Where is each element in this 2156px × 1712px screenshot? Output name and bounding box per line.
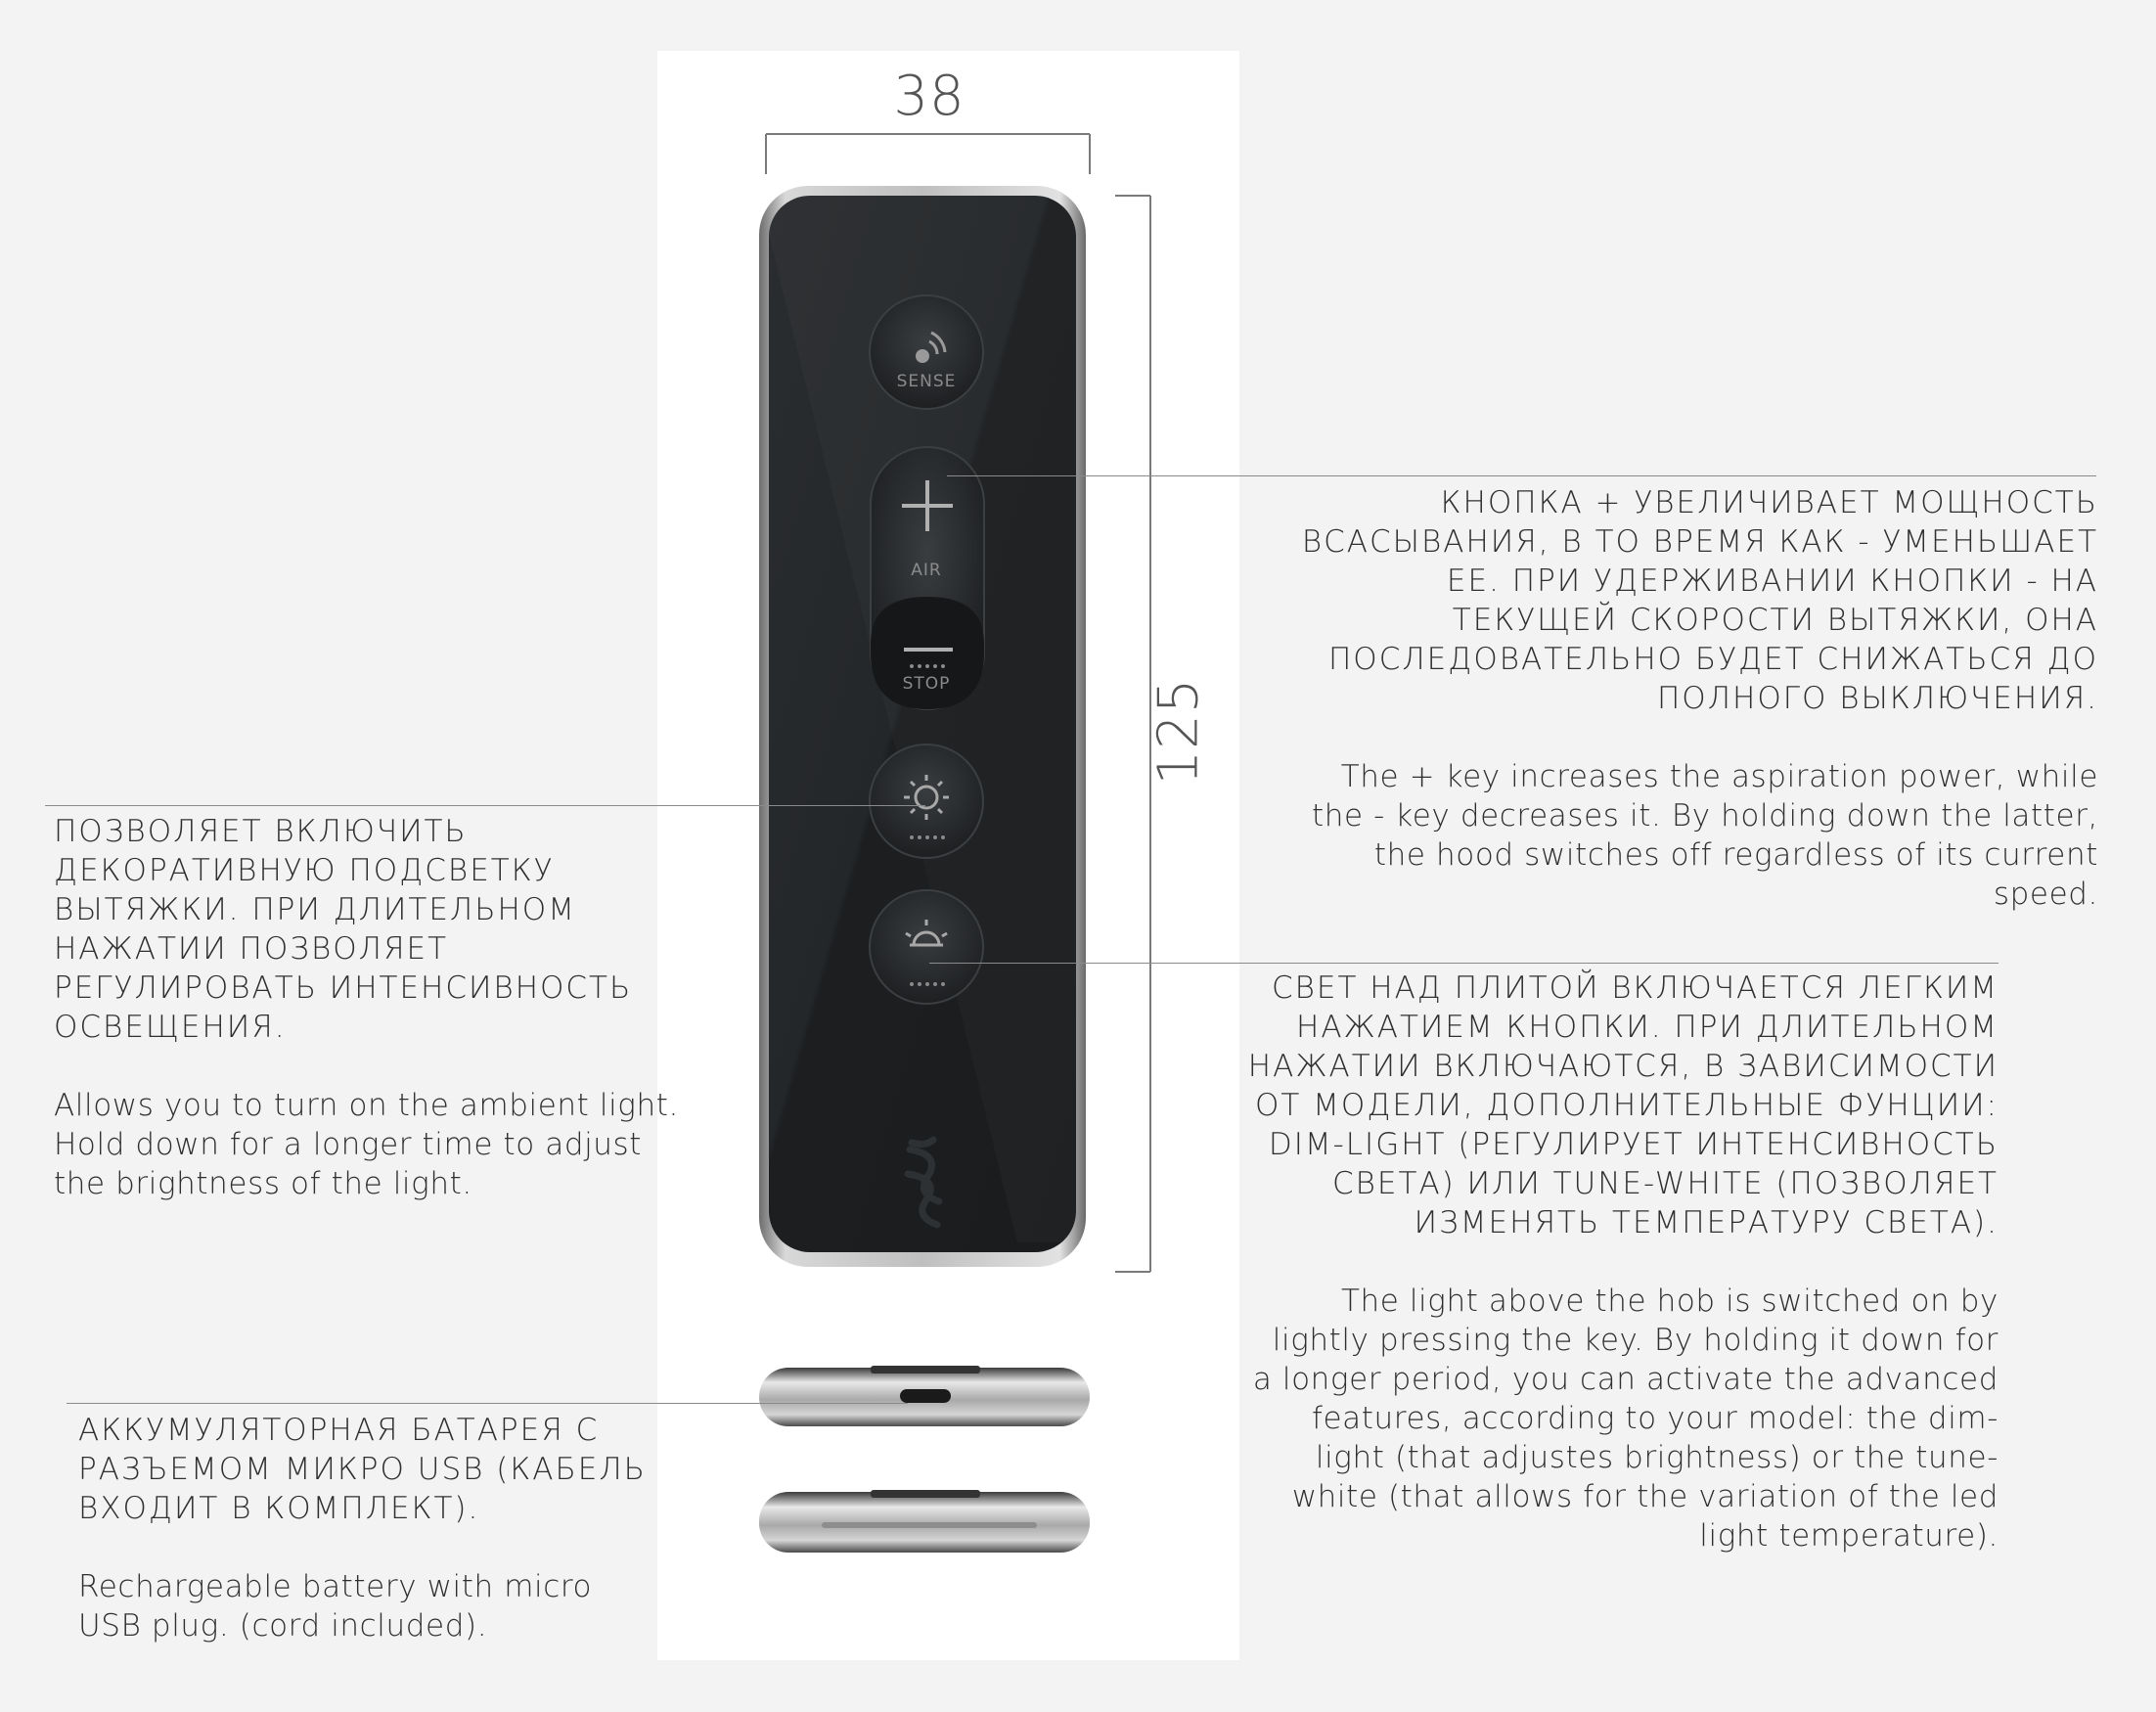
air-leader-line [947, 475, 2096, 476]
ambient-leader-line [45, 805, 925, 806]
width-dimension-label: 38 [893, 65, 966, 128]
hob-callout [1247, 969, 1999, 1555]
hob-callout-ru: СВЕТ НАД ПЛИТОЙ ВКЛЮЧАЕТСЯ ЛЕГКИМ НАЖАТИЕМ КНОПКИ. ПРИ ДЛИТЕЛЬНОМ НАЖАТИИ ВКЛЮЧАЮТСЯ, В ЗАВИСИМОСТИ ОТ МОДЕЛИ, ДОПОЛНИТЕЛЬНЫЕ ФУНЦИИ: DIM-LIGHT (РЕГУЛИРУЕТ ИНТЕНСИВНОСТЬ СВЕТА) ИЛИ TUNE-WHITE (ПОЗВОЛЯЕТ ИЗМЕНЯТЬ ТЕМПЕРАТУРУ СВЕТА). [1247, 970, 1999, 1240]
ambient-callout [54, 812, 680, 1203]
battery-callout-en: Rechargeable battery with micro USB plug. (cord included). [78, 1569, 593, 1644]
air-callout-en: The + key increases the aspiration power, while the - key decreases it. By holding down the latter, the hood switches off regardless of its current speed. [1311, 759, 2098, 912]
height-dimension-label: 125 [1146, 677, 1211, 786]
air-callout [1291, 483, 2098, 914]
sense-label: SENSE [896, 372, 957, 391]
battery-leader-line [67, 1403, 908, 1404]
hob-light-button[interactable] [870, 890, 983, 1004]
remote-side-view-usb [759, 1366, 1090, 1426]
battery-callout [78, 1411, 655, 1645]
sense-button[interactable] [870, 295, 983, 409]
ambient-light-button[interactable] [870, 744, 983, 858]
ambient-callout-en: Allows you to turn on the ambient light. Hold down for a longer time to adjust the brightness of the light. [54, 1088, 679, 1201]
remote-side-view-back [759, 1490, 1090, 1553]
battery-callout-ru: АККУМУЛЯТОРНАЯ БАТАРЕЯ С РАЗЪЕМОМ МИКРО USB (КАБЕЛЬ ВХОДИТ В КОМПЛЕКТ). [78, 1413, 647, 1526]
air-label: AIR [911, 561, 942, 580]
hob-callout-en: The light above the hob is switched on by lightly pressing the key. By holding it down for a longer period, you can activate the advanced features, according to your model: the dim-light (that adjustes brightness) or the tune-white (that allows for the variation of the led light temperature). [1252, 1284, 1999, 1554]
height-dimension [1115, 196, 1150, 1272]
hob-leader-line [929, 963, 1999, 964]
stop-label: STOP [902, 674, 951, 694]
ambient-callout-ru: ПОЗВОЛЯЕТ ВКЛЮЧИТЬ ДЕКОРАТИВНУЮ ПОДСВЕТКУ ВЫТЯЖКИ. ПРИ ДЛИТЕЛЬНОМ НАЖАТИИ ПОЗВОЛЯЕТ РЕГУЛИРОВАТЬ ИНТЕНСИВНОСТЬ ОСВЕЩЕНИЯ. [54, 814, 633, 1045]
air-callout-ru: КНОПКА + УВЕЛИЧИВАЕТ МОЩНОСТЬ ВСАСЫВАНИЯ, В ТО ВРЕМЯ КАК - УМЕНЬШАЕТ ЕЕ. ПРИ УДЕРЖИВАНИИ КНОПКИ - НА ТЕКУЩЕЙ СКОРОСТИ ВЫТЯЖКИ, ОНА ПОСЛЕДОВАТЕЛЬНО БУДЕТ СНИЖАТЬСЯ ДО ПОЛНОГО ВЫКЛЮЧЕНИЯ. [1301, 485, 2098, 716]
width-dimension [766, 134, 1090, 174]
